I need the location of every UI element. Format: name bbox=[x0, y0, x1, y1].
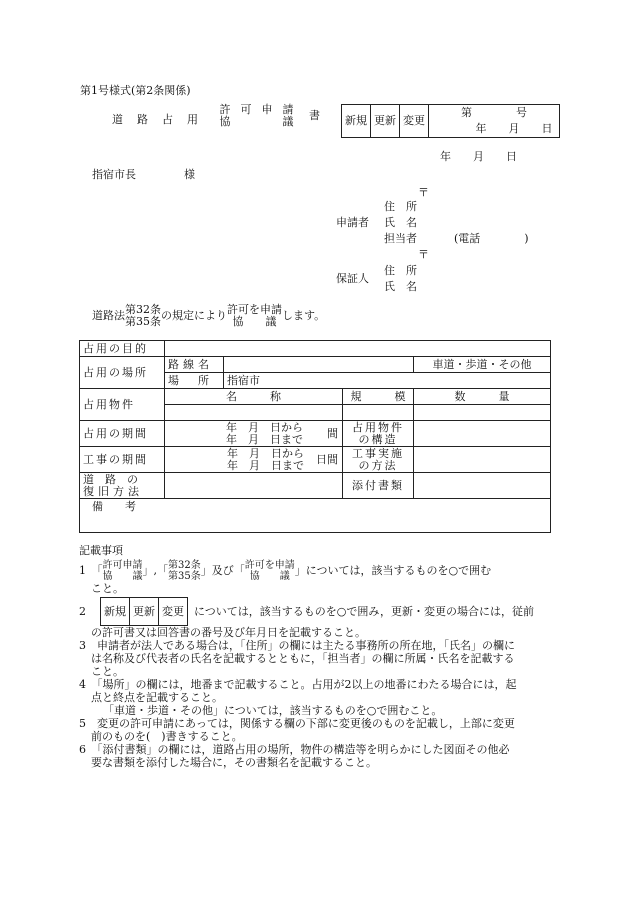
instruction-1-choice-b bbox=[168, 560, 201, 582]
permit-number-label: 第 号 bbox=[461, 106, 527, 119]
title-choice-consult: 協 議 bbox=[219, 115, 304, 128]
restoration-label-line2: 復旧方法 bbox=[83, 484, 143, 498]
instruction-2-box bbox=[100, 597, 188, 626]
addressee-suffix: 様 bbox=[184, 168, 195, 181]
structure-label-line2: の構造 bbox=[358, 432, 398, 446]
instruction-1-part-a: 1 「 bbox=[79, 564, 103, 577]
title-lead: 道路占用 bbox=[112, 113, 212, 126]
purpose-value bbox=[165, 341, 551, 357]
instructions-heading: 記載事項 bbox=[79, 544, 123, 557]
period-from: 年 月 日から bbox=[226, 420, 303, 434]
work-period-dates bbox=[165, 447, 343, 473]
guarantor-postal-mark: 〒 bbox=[418, 248, 429, 261]
method-label-line2: の方法 bbox=[358, 458, 398, 472]
instruction-1-choice-a-line2: 協 議 bbox=[102, 571, 143, 582]
instruction-2 bbox=[79, 597, 551, 626]
purpose-label: 占用の目的 bbox=[80, 341, 165, 357]
method-value bbox=[414, 447, 551, 473]
instruction-4-cont2: 「車道・歩道・その他」については，該当するものを○で囲むこと。 bbox=[103, 704, 443, 717]
restoration-value bbox=[165, 473, 343, 499]
location-value: 指宿市 bbox=[224, 373, 551, 389]
instruction-2-new: 新規 bbox=[101, 598, 130, 626]
application-type-box bbox=[341, 104, 560, 138]
instruction-1-cont: こと。 bbox=[91, 582, 124, 595]
instruction-3-cont: は名称及び代表者の氏名を記載するとともに，「担当者」の欄に所属・氏名を記載する bbox=[91, 652, 515, 665]
structure-label-line1: 占用物件 bbox=[352, 420, 404, 434]
applicant-address-label: 住 所 bbox=[384, 200, 417, 213]
instruction-1-choice-c-line2: 協 議 bbox=[249, 571, 290, 582]
instruction-2-change: 変更 bbox=[159, 598, 188, 626]
title-tail: 書 bbox=[309, 109, 320, 122]
structure-label bbox=[343, 421, 414, 447]
method-label bbox=[343, 447, 414, 473]
applicant-postal-mark: 〒 bbox=[418, 186, 429, 199]
guarantor-address-label: 住 所 bbox=[384, 264, 417, 277]
work-period-unit: 日間 bbox=[316, 452, 338, 466]
instruction-1 bbox=[79, 560, 551, 582]
guarantor-name-label: 氏 名 bbox=[384, 280, 417, 293]
route-value bbox=[224, 357, 414, 373]
instructions bbox=[79, 544, 551, 769]
statement-articles bbox=[125, 304, 161, 328]
instruction-2-cont: の許可書又は回答書の番号及び年月日を記載すること。 bbox=[91, 626, 366, 639]
instruction-3: 3 申請者が法人である場合は，「住所」の欄には主たる事務所の所在地，「氏名」の欄に bbox=[79, 639, 515, 652]
work-period-label: 工事の期間 bbox=[80, 447, 165, 473]
instruction-4-cont: 点と終点を記載すること。 bbox=[91, 691, 223, 704]
instruction-1-part-c: 」及び「 bbox=[200, 564, 245, 577]
instruction-1-choice-c-line1: 許可を申請 bbox=[244, 560, 295, 571]
applicant-name-label: 氏 名 bbox=[384, 216, 417, 229]
restoration-label bbox=[80, 473, 165, 499]
objects-name-value bbox=[165, 405, 343, 421]
instruction-6: 6 「添付書類」の欄には，道路占用の場所，物件の構造等を明らかにした図面その他必 bbox=[79, 743, 510, 756]
instruction-1-choice-b-line1: 第32条 bbox=[168, 560, 201, 571]
applicant-label: 申請者 bbox=[336, 216, 369, 229]
applicant-contact-label: 担当者 bbox=[384, 232, 417, 245]
instruction-1-part-d: 」については，該当するものを○で囲む bbox=[294, 564, 492, 577]
route-label: 路線名 bbox=[165, 357, 224, 373]
objects-quantity-header: 数 量 bbox=[414, 389, 551, 405]
type-renew: 更新 bbox=[371, 105, 400, 138]
instruction-2-renew: 更新 bbox=[130, 598, 159, 626]
submission-date: 年 月 日 bbox=[440, 150, 517, 163]
objects-label: 占用物件 bbox=[80, 389, 165, 421]
period-dates bbox=[165, 421, 343, 447]
instruction-4: 4 「場所」の欄には，地番まで記載すること。占用が2以上の地番にわたる場合には，起 bbox=[79, 678, 517, 691]
objects-quantity-value bbox=[414, 405, 551, 421]
period-unit: 間 bbox=[327, 426, 338, 440]
statement-law: 道路法 bbox=[92, 309, 125, 322]
statement-mid: の規定により bbox=[161, 309, 227, 322]
period-label: 占用の期間 bbox=[80, 421, 165, 447]
attachments-label: 添付書類 bbox=[343, 473, 414, 499]
statement-option-permit: 許可を申請 bbox=[227, 303, 282, 316]
objects-scale-value bbox=[343, 405, 414, 421]
instruction-2-text: については，該当するものを○で囲み，更新・変更の場合には，従前 bbox=[194, 604, 535, 618]
instruction-5: 5 変更の許可申請にあっては，関係する欄の下部に変更後のものを記載し，上部に変更 bbox=[79, 717, 515, 730]
road-type-options: 車道・歩道・その他 bbox=[414, 357, 551, 373]
instruction-1-choice-c bbox=[245, 560, 295, 582]
work-period-to: 年 月 日まで bbox=[227, 458, 304, 472]
location-label: 場 所 bbox=[165, 373, 224, 389]
instruction-1-choice-a bbox=[103, 560, 143, 582]
type-new: 新規 bbox=[342, 105, 371, 138]
objects-scale-header: 規 模 bbox=[343, 389, 414, 405]
remarks-cell bbox=[80, 499, 551, 533]
instruction-2-number: 2 bbox=[79, 604, 86, 618]
restoration-label-line1: 道 路 の bbox=[83, 472, 138, 486]
method-label-line1: 工事実施 bbox=[352, 446, 404, 460]
remarks-label: 備 考 bbox=[92, 500, 136, 513]
structure-value bbox=[414, 421, 551, 447]
instruction-6-cont: 要な書類を添付した場合に，その書類名を記載すること。 bbox=[91, 756, 377, 769]
period-to: 年 月 日まで bbox=[226, 432, 303, 446]
instruction-3-cont2: こと。 bbox=[91, 665, 124, 678]
statement-article-32: 第32条 bbox=[125, 303, 161, 316]
applicant-phone-label: (電話 ) bbox=[454, 232, 529, 245]
document-title bbox=[112, 104, 320, 128]
permit-number-cell bbox=[429, 105, 560, 138]
title-choice-permit: 許可申請 bbox=[219, 103, 304, 116]
place-label: 占用の場所 bbox=[80, 357, 165, 389]
occupancy-table bbox=[79, 340, 551, 533]
title-choices bbox=[220, 104, 304, 128]
statement-options bbox=[227, 304, 282, 328]
addressee: 指宿市長 bbox=[92, 168, 136, 181]
work-period-from: 年 月 日から bbox=[227, 446, 304, 460]
form-number: 第1号様式(第2条関係) bbox=[80, 84, 191, 97]
instruction-1-part-b: 」,「 bbox=[142, 564, 168, 577]
type-change: 変更 bbox=[400, 105, 429, 138]
application-statement bbox=[92, 304, 325, 328]
guarantor-label: 保証人 bbox=[336, 272, 369, 285]
instruction-1-choice-b-line2: 第35条 bbox=[168, 571, 201, 582]
statement-option-consult: 協 議 bbox=[232, 315, 277, 328]
instruction-5-cont: 前のものを( )書きすること。 bbox=[91, 730, 243, 743]
statement-article-35: 第35条 bbox=[125, 315, 161, 328]
permit-date-label: 年 月 日 bbox=[475, 122, 553, 135]
objects-name-header: 名 称 bbox=[165, 389, 343, 405]
instruction-1-choice-a-line1: 許可申請 bbox=[102, 560, 143, 571]
attachments-value bbox=[414, 473, 551, 499]
statement-end: します。 bbox=[282, 309, 326, 322]
